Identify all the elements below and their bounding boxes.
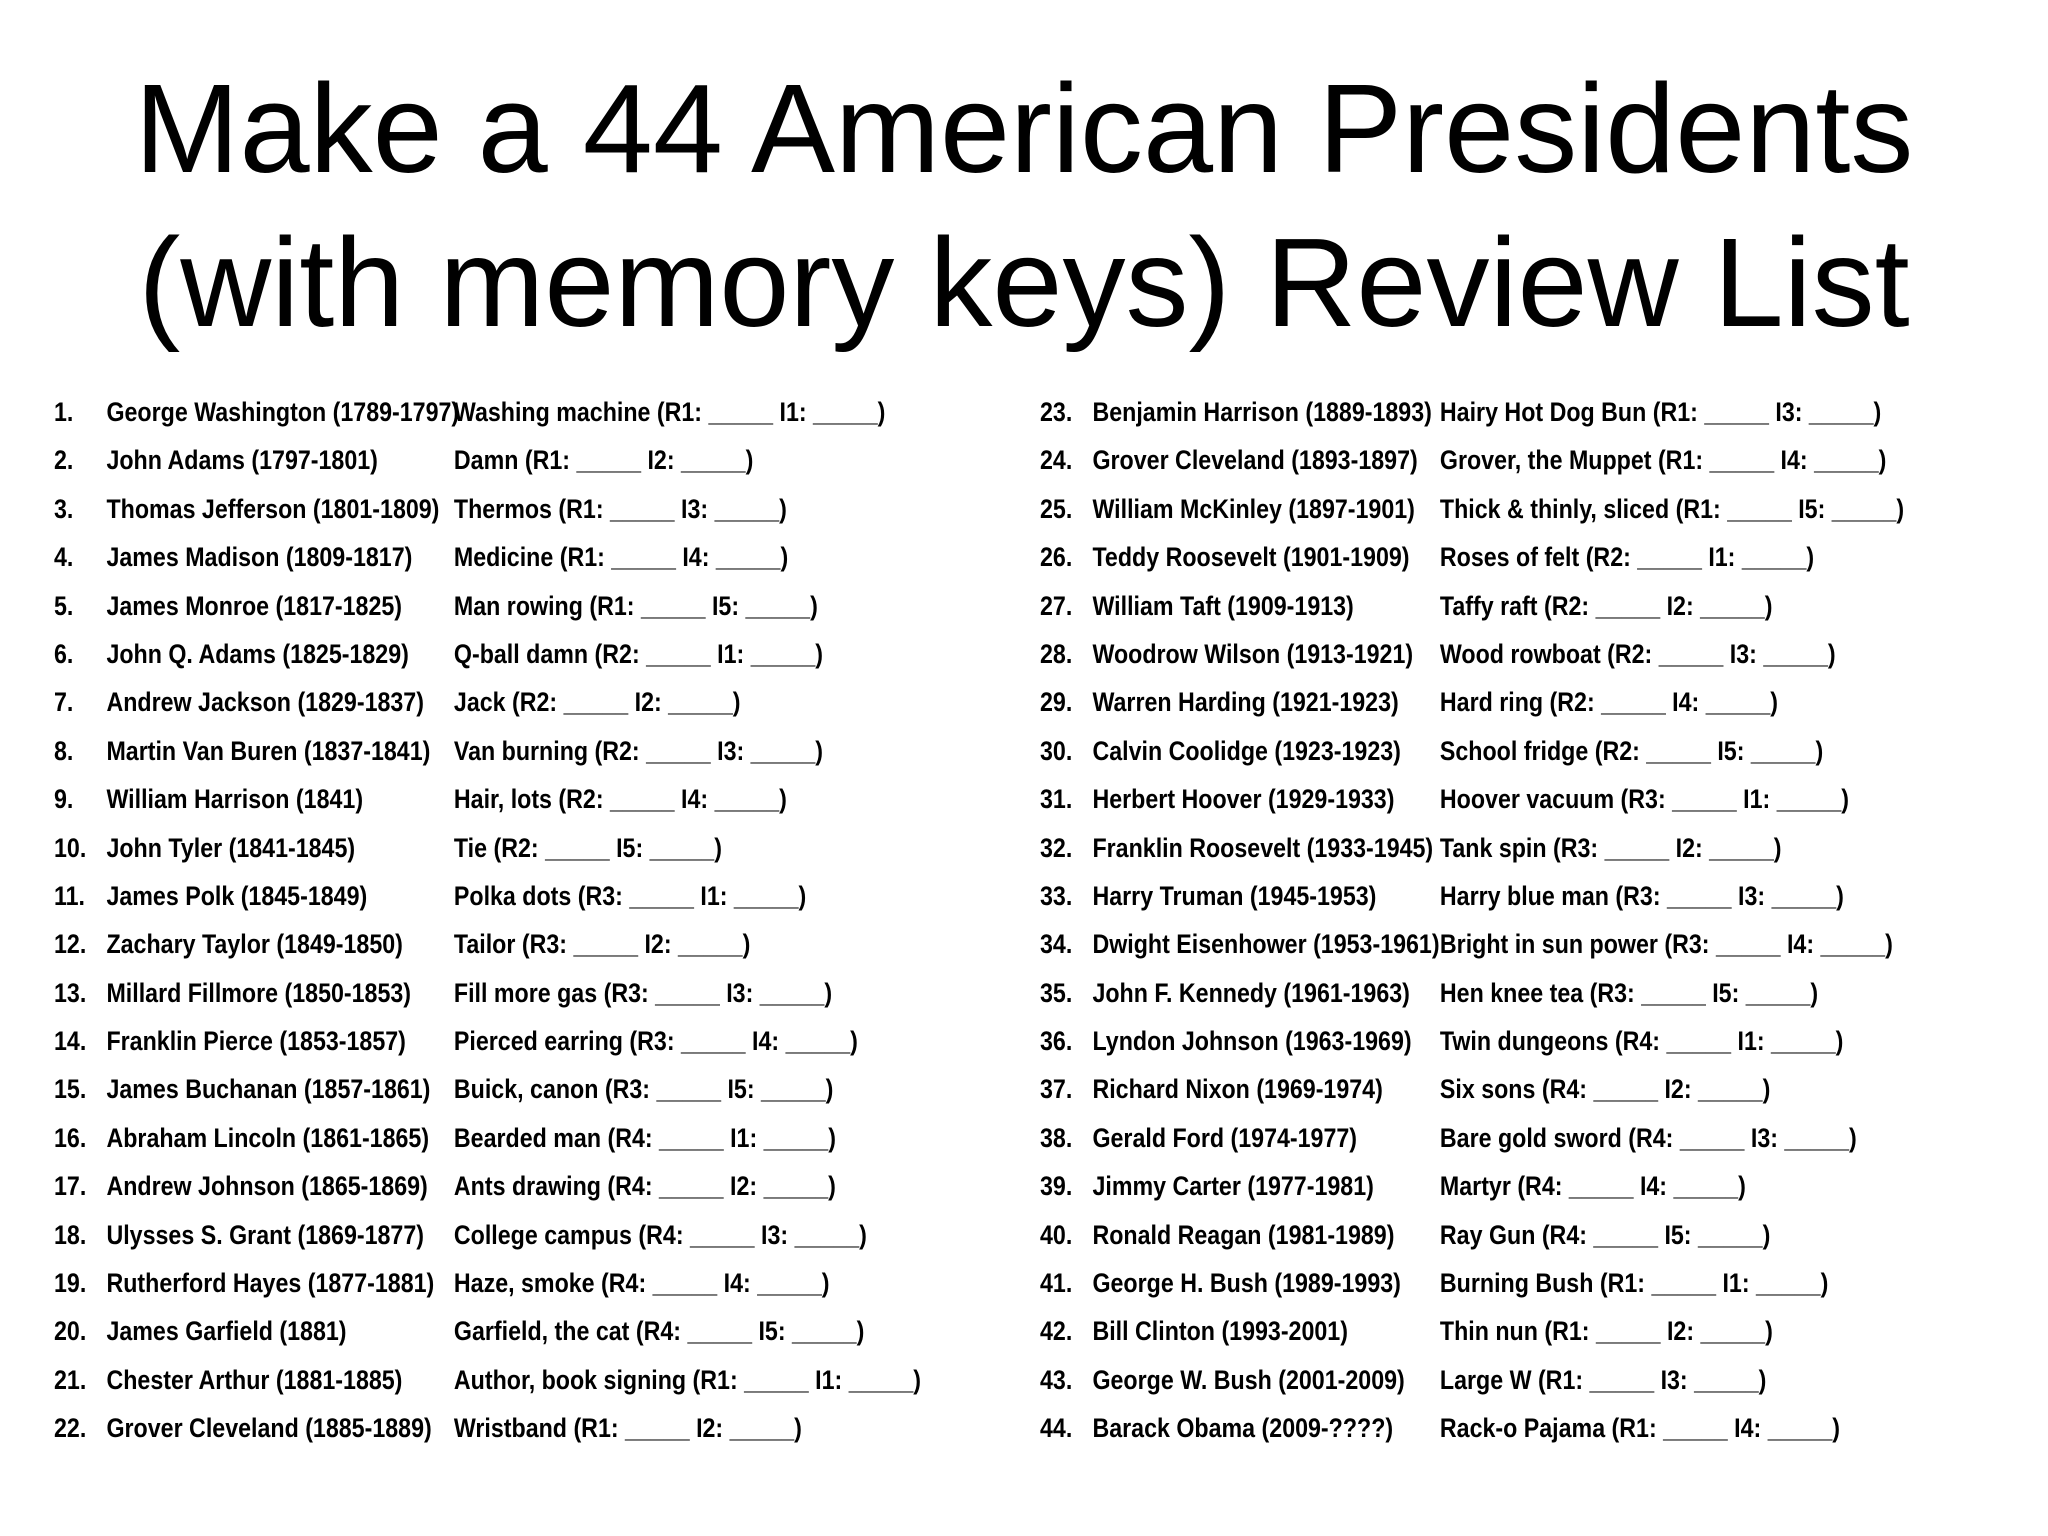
president-number: 15. bbox=[54, 1074, 87, 1105]
president-name: Millard Fillmore (1850-1853) bbox=[106, 977, 412, 1008]
president-number: 30. bbox=[1040, 735, 1073, 766]
memory-key: Ray Gun (R4: _____ I5: _____) bbox=[1439, 1219, 1771, 1250]
memory-key: Washing machine (R1: _____ I1: _____) bbox=[453, 397, 886, 427]
president-name: William Harrison (1841) bbox=[106, 784, 364, 815]
president-number: 18. bbox=[54, 1219, 87, 1250]
memory-key: Taffy raft (R2: _____ I2: _____) bbox=[1439, 590, 1773, 621]
president-number: 27. bbox=[1040, 590, 1073, 621]
memory-key: Van burning (R2: _____ I3: _____) bbox=[453, 735, 823, 766]
president-name: James Madison (1809-1817) bbox=[106, 542, 413, 573]
memory-key: Tailor (R3: _____ I2: _____) bbox=[453, 929, 751, 960]
president-number: 37. bbox=[1040, 1074, 1073, 1105]
memory-key: Medicine (R1: _____ I4: _____) bbox=[453, 542, 789, 573]
president-name: Grover Cleveland (1885-1889) bbox=[106, 1413, 432, 1444]
memory-key: Burning Bush (R1: _____ I1: _____) bbox=[1439, 1268, 1829, 1299]
president-number: 8. bbox=[54, 735, 74, 766]
president-name: Ronald Reagan (1981-1989) bbox=[1092, 1219, 1395, 1250]
president-number: 1. bbox=[54, 397, 74, 427]
president-name: Chester Arthur (1881-1885) bbox=[106, 1364, 403, 1395]
president-name: James Polk (1845-1849) bbox=[106, 880, 368, 911]
president-name: James Monroe (1817-1825) bbox=[106, 590, 403, 621]
memory-key: Twin dungeons (R4: _____ I1: _____) bbox=[1439, 1026, 1844, 1057]
memory-key: Jack (R2: _____ I2: _____) bbox=[453, 687, 741, 718]
president-name: William McKinley (1897-1901) bbox=[1092, 493, 1415, 524]
page-title bbox=[0, 52, 2048, 360]
memory-key: Thermos (R1: _____ I3: _____) bbox=[453, 493, 787, 524]
president-name: Jimmy Carter (1977-1981) bbox=[1092, 1171, 1374, 1202]
president-number: 6. bbox=[54, 638, 74, 669]
president-number: 7. bbox=[54, 687, 74, 718]
president-name: Rutherford Hayes (1877-1881) bbox=[106, 1268, 435, 1299]
president-number: 41. bbox=[1040, 1268, 1073, 1299]
president-name: John F. Kennedy (1961-1963) bbox=[1092, 977, 1410, 1008]
president-number: 44. bbox=[1040, 1413, 1073, 1444]
president-name: Warren Harding (1921-1923) bbox=[1092, 687, 1399, 718]
president-name: George H. Bush (1989-1993) bbox=[1092, 1268, 1401, 1299]
memory-key: Rack-o Pajama (R1: _____ I4: _____) bbox=[1439, 1413, 1841, 1444]
president-name: Harry Truman (1945-1953) bbox=[1092, 880, 1377, 911]
president-name: Bill Clinton (1993-2001) bbox=[1092, 1316, 1348, 1347]
president-name: Calvin Coolidge (1923-1923) bbox=[1092, 735, 1401, 766]
president-number: 33. bbox=[1040, 880, 1073, 911]
president-name: Franklin Roosevelt (1933-1945) bbox=[1092, 832, 1434, 863]
memory-key: Hard ring (R2: _____ I4: _____) bbox=[1439, 687, 1779, 718]
memory-key: Damn (R1: _____ I2: _____) bbox=[453, 445, 754, 476]
memory-key: Fill more gas (R3: _____ I3: _____) bbox=[453, 977, 833, 1008]
memory-key: Buick, canon (R3: _____ I5: _____) bbox=[453, 1074, 834, 1105]
memory-key: Grover, the Muppet (R1: _____ I4: _____) bbox=[1439, 445, 1887, 476]
memory-key: College campus (R4: _____ I3: _____) bbox=[453, 1219, 867, 1250]
president-number: 22. bbox=[54, 1413, 87, 1444]
president-number: 10. bbox=[54, 832, 87, 863]
president-name: James Garfield (1881) bbox=[106, 1316, 347, 1347]
president-name: Richard Nixon (1969-1974) bbox=[1092, 1074, 1383, 1105]
president-name: George W. Bush (2001-2009) bbox=[1092, 1364, 1405, 1395]
president-number: 19. bbox=[54, 1268, 87, 1299]
president-number: 21. bbox=[54, 1364, 87, 1395]
president-name: George Washington (1789-1797) bbox=[106, 397, 460, 427]
memory-key: Wood rowboat (R2: _____ I3: _____) bbox=[1439, 638, 1836, 669]
president-name: William Taft (1909-1913) bbox=[1092, 590, 1354, 621]
president-name: Woodrow Wilson (1913-1921) bbox=[1092, 638, 1414, 669]
president-number: 12. bbox=[54, 929, 87, 960]
president-number: 13. bbox=[54, 977, 87, 1008]
president-name: James Buchanan (1857-1861) bbox=[106, 1074, 431, 1105]
memory-key: Haze, smoke (R4: _____ I4: _____) bbox=[453, 1268, 830, 1299]
president-number: 17. bbox=[54, 1171, 87, 1202]
president-name: Abraham Lincoln (1861-1865) bbox=[106, 1122, 430, 1153]
president-number: 39. bbox=[1040, 1171, 1073, 1202]
president-name: Grover Cleveland (1893-1897) bbox=[1092, 445, 1418, 476]
president-name: Gerald Ford (1974-1977) bbox=[1092, 1122, 1358, 1153]
president-name: Ulysses S. Grant (1869-1877) bbox=[106, 1219, 424, 1250]
president-name: Thomas Jefferson (1801-1809) bbox=[106, 493, 440, 524]
memory-key: Hairy Hot Dog Bun (R1: _____ I3: _____) bbox=[1439, 397, 1882, 427]
president-number: 26. bbox=[1040, 542, 1073, 573]
memory-key: Author, book signing (R1: _____ I1: _____) bbox=[453, 1364, 922, 1395]
memory-key: Hen knee tea (R3: _____ I5: _____) bbox=[1439, 977, 1819, 1008]
memory-key: Hair, lots (R2: _____ I4: _____) bbox=[453, 784, 787, 815]
memory-key: Bearded man (R4: _____ I1: _____) bbox=[453, 1122, 836, 1153]
memory-key: School fridge (R2: _____ I5: _____) bbox=[1439, 735, 1824, 766]
president-number: 25. bbox=[1040, 493, 1073, 524]
president-number: 9. bbox=[54, 784, 74, 815]
president-number: 5. bbox=[54, 590, 74, 621]
memory-key: Bare gold sword (R4: _____ I3: _____) bbox=[1439, 1122, 1857, 1153]
memory-key: Tank spin (R3: _____ I2: _____) bbox=[1439, 832, 1782, 863]
president-name: John Adams (1797-1801) bbox=[106, 445, 378, 476]
president-number: 29. bbox=[1040, 687, 1073, 718]
president-number: 34. bbox=[1040, 929, 1073, 960]
president-name: John Q. Adams (1825-1829) bbox=[106, 638, 409, 669]
memory-key: Thin nun (R1: _____ I2: _____) bbox=[1439, 1316, 1773, 1347]
president-number: 14. bbox=[54, 1026, 87, 1057]
memory-key: Thick & thinly, sliced (R1: _____ I5: _____) bbox=[1439, 493, 1905, 524]
president-number: 43. bbox=[1040, 1364, 1073, 1395]
president-number: 42. bbox=[1040, 1316, 1073, 1347]
memory-key: Bright in sun power (R3: _____ I4: _____) bbox=[1439, 929, 1893, 960]
president-name: Franklin Pierce (1853-1857) bbox=[106, 1026, 406, 1057]
memory-key: Ants drawing (R4: _____ I2: _____) bbox=[453, 1171, 836, 1202]
president-number: 31. bbox=[1040, 784, 1073, 815]
president-number: 40. bbox=[1040, 1219, 1073, 1250]
title-line-1: Make a 44 American Presidents bbox=[134, 58, 1914, 199]
president-number: 36. bbox=[1040, 1026, 1073, 1057]
memory-key: Wristband (R1: _____ I2: _____) bbox=[453, 1413, 802, 1444]
memory-key: Garfield, the cat (R4: _____ I5: _____) bbox=[453, 1316, 865, 1347]
president-number: 32. bbox=[1040, 832, 1073, 863]
president-name: Andrew Johnson (1865-1869) bbox=[106, 1171, 428, 1202]
memory-key: Martyr (R4: _____ I4: _____) bbox=[1439, 1171, 1746, 1202]
president-name: Andrew Jackson (1829-1837) bbox=[106, 687, 424, 718]
president-number: 28. bbox=[1040, 638, 1073, 669]
memory-key: Roses of felt (R2: _____ I1: _____) bbox=[1439, 542, 1815, 573]
president-name: Lyndon Johnson (1963-1969) bbox=[1092, 1026, 1412, 1057]
president-name: Barack Obama (2009-????) bbox=[1092, 1413, 1394, 1444]
memory-key: Harry blue man (R3: _____ I3: _____) bbox=[1439, 880, 1844, 911]
president-number: 2. bbox=[54, 445, 74, 476]
memory-key: Hoover vacuum (R3: _____ I1: _____) bbox=[1439, 784, 1850, 815]
president-number: 4. bbox=[54, 542, 74, 573]
memory-key: Tie (R2: _____ I5: _____) bbox=[453, 832, 722, 863]
president-name: Herbert Hoover (1929-1933) bbox=[1092, 784, 1395, 815]
president-name: John Tyler (1841-1845) bbox=[106, 832, 356, 863]
president-number: 11. bbox=[54, 880, 86, 911]
president-number: 3. bbox=[54, 493, 74, 524]
memory-key: Large W (R1: _____ I3: _____) bbox=[1439, 1364, 1767, 1395]
memory-key: Six sons (R4: _____ I2: _____) bbox=[1439, 1074, 1771, 1105]
president-name: Benjamin Harrison (1889-1893) bbox=[1092, 397, 1432, 427]
president-number: 20. bbox=[54, 1316, 87, 1347]
president-name: Teddy Roosevelt (1901-1909) bbox=[1092, 542, 1410, 573]
memory-key: Polka dots (R3: _____ I1: _____) bbox=[453, 880, 807, 911]
memory-key: Q-ball damn (R2: _____ I1: _____) bbox=[453, 638, 824, 669]
president-name: Zachary Taylor (1849-1850) bbox=[106, 929, 403, 960]
president-number: 35. bbox=[1040, 977, 1073, 1008]
president-number: 23. bbox=[1040, 397, 1073, 427]
president-name: Martin Van Buren (1837-1841) bbox=[106, 735, 431, 766]
president-number: 16. bbox=[54, 1122, 87, 1153]
memory-key: Man rowing (R1: _____ I5: _____) bbox=[453, 590, 818, 621]
president-number: 24. bbox=[1040, 445, 1073, 476]
president-number: 38. bbox=[1040, 1122, 1073, 1153]
president-name: Dwight Eisenhower (1953-1961) bbox=[1092, 929, 1440, 960]
title-line-2: (with memory keys) Review List bbox=[138, 212, 1910, 353]
memory-key: Pierced earring (R3: _____ I4: _____) bbox=[453, 1026, 858, 1057]
